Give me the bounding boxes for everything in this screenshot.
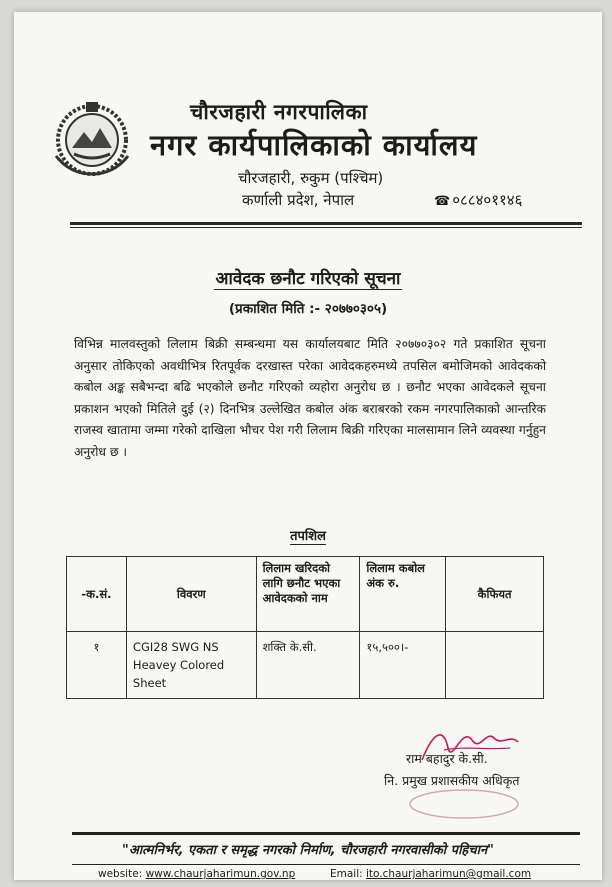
footer-motto: "आत्मनिर्भर, एकता र समृद्ध नगरको निर्माण, चौरजहारी नगरवासीको पहिचान" [122,843,494,858]
header-divider [70,222,582,225]
municipality-emblem-icon [48,98,136,178]
cell-applicant: शक्ति के.सी. [256,632,360,699]
signatory-name: राम बहादुर के.सी. [406,751,488,766]
selected-applicant-table [66,556,544,699]
header-divider-thin [70,227,582,228]
cell-remarks [446,632,544,699]
office-address: चौरजहारी, रुकुम (पश्चिम) [238,169,384,187]
cell-serial: १ [67,632,127,699]
footer-divider [72,832,580,835]
telephone-icon: ☎ [434,194,451,209]
office-province: कर्णाली प्रदेश, नेपाल [242,191,355,209]
published-date: (प्रकाशित मिति :- २०७७०३०५) [228,301,388,317]
website-link[interactable]: www.chaurjaharimun.gov.np [145,868,296,880]
col-header-applicant: लिलाम खरिदको लागि छनौट भएका आवेदकको नाम [256,557,360,632]
office-name: नगर कार्यपालिकाको कार्यालय [150,128,478,162]
email-label: Email: [330,868,363,880]
notice-title [14,266,602,289]
col-header-bid-amount: लिलाम कबोल अंक रु. [360,557,446,632]
table-row [67,632,544,699]
table-header-row [67,557,544,632]
website-label: website: [98,868,143,880]
office-stamp [404,782,524,822]
details-heading-text: तपशिल [290,529,326,544]
cell-description: CGI28 SWG NS Heavey Colored Sheet [126,632,256,699]
footer-website [98,868,295,880]
details-heading [14,526,602,544]
municipality-name: चौरजहारी नगरपालिका [190,100,368,124]
footer-divider-thin [72,864,580,865]
col-header-description: विवरण [126,557,256,632]
notice-body: विभिन्न मालवस्तुको लिलाम बिक्री सम्बन्धमा यस कार्यालयबाट मिति २०७७०३०२ गते प्रकाशित सूचना अनुसार तोकिएको अवधीभित्र रितपूर्वक दरखास्त परेका आवेदकहरुमध्ये तपसिल बमोजिमको आवेदकको कबोल अङ्क सबैभन्दा बढि भएकोले छनौट गरिएको व्यहोरा अनुरोध छ । छनौट भएका आवेदकले सूचना प्रकाशन भएको मितिले दुई (२) दिनभित्र उल्लेखित कबोल अंक बराबरको रकम नगरपालिकाको आन्तरिक राजस्व खातामा जम्मा गरेको दाखिला भौचर पेश गरी लिलाम बिक्री गरिएका मालसामान लिने व्यवस्था गर्नुहुन अनुरोध छ । [74,337,546,459]
col-header-remarks: कैफियत [446,557,544,632]
footer-email [330,868,531,880]
phone-number: ०८८४०११४६ [452,191,523,209]
col-header-serial: -क.सं. [67,557,127,632]
email-link[interactable]: ito.chaurjaharimun@gmail.com [366,868,532,880]
signatory-title: नि. प्रमुख प्रशासकीय अधिकृत [384,773,520,788]
notice-title-text: आवेदक छनौट गरिएको सूचना [215,269,401,289]
cell-bid-amount: १५,५००।- [360,632,446,699]
notice-page [14,12,602,880]
phone-number-block [434,190,522,210]
